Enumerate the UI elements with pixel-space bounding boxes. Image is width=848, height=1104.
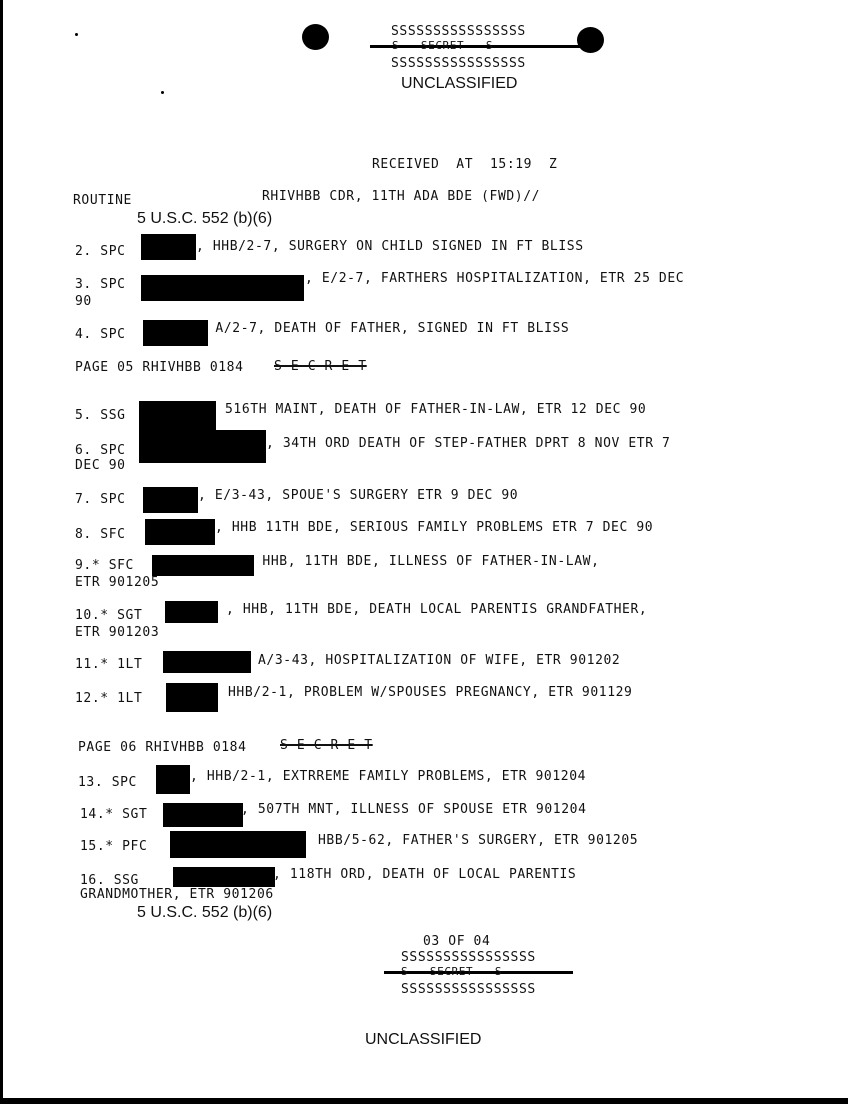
redaction-box [166, 683, 218, 712]
entry-text: , E/3-43, SPOUE'S SURGERY ETR 9 DEC 90 [198, 488, 519, 503]
entry-text: , HHB/2-1, EXTRREME FAMILY PROBLEMS, ETR 901204 [190, 769, 587, 784]
page-break-struck-classification: S E C R E T [280, 738, 373, 753]
entry-text: A/2-7, DEATH OF FATHER, SIGNED IN FT BLISS [207, 321, 570, 336]
footer-secret-line: S SECRET S [401, 966, 503, 975]
entry-continuation: ETR 901203 [75, 625, 160, 640]
header-secret-line: S SECRET S [392, 40, 494, 49]
redaction-box [141, 234, 196, 260]
redaction-box [156, 765, 190, 794]
page-break-label: PAGE 05 RHIVHBB 0184 [75, 360, 244, 375]
redaction-box [163, 651, 251, 673]
entry-number: 5. SSG [75, 408, 126, 423]
entry-number: 6. SPC [75, 443, 126, 458]
entry-number: 8. SFC [75, 527, 126, 542]
scan-speck [75, 33, 78, 36]
entry-number: 3. SPC [75, 277, 126, 292]
header-classification: UNCLASSIFIED [401, 75, 518, 92]
header-s-row-top: SSSSSSSSSSSSSSSS [391, 24, 526, 39]
entry-text: , E/2-7, FARTHERS HOSPITALIZATION, ETR 25 DEC [305, 271, 685, 286]
entry-text: , 118TH ORD, DEATH OF LOCAL PARENTIS [273, 867, 577, 882]
entry-text: , HHB/2-7, SURGERY ON CHILD SIGNED IN FT BLISS [196, 239, 584, 254]
entry-continuation: GRANDMOTHER, ETR 901206 [80, 887, 274, 902]
punch-hole-left [302, 24, 329, 50]
entry-continuation: ETR 901205 [75, 575, 160, 590]
entry-text: A/3-43, HOSPITALIZATION OF WIFE, ETR 901202 [258, 653, 621, 668]
received-time: RECEIVED AT 15:19 Z [372, 157, 558, 172]
entry-continuation: 90 [75, 294, 92, 309]
page-break-struck-classification: S E C R E T [274, 359, 367, 374]
entry-text: , 507TH MNT, ILLNESS OF SPOUSE ETR 901204 [241, 802, 587, 817]
entry-number: 2. SPC [75, 244, 126, 259]
header-s-row-bottom: SSSSSSSSSSSSSSSS [391, 56, 526, 71]
entry-text: 516TH MAINT, DEATH OF FATHER-IN-LAW, ETR 12 DEC 90 [225, 402, 647, 417]
page-break-label: PAGE 06 RHIVHBB 0184 [78, 740, 247, 755]
entry-text: HHB/2-1, PROBLEM W/SPOUSES PREGNANCY, ETR 901129 [228, 685, 633, 700]
footer-page-count: 03 OF 04 [423, 934, 491, 949]
redaction-box [145, 519, 215, 545]
redaction-box [170, 831, 306, 858]
entry-number: 10.* SGT [75, 608, 143, 623]
entry-number: 9.* SFC [75, 558, 134, 573]
entry-text: HBB/5-62, FATHER'S SURGERY, ETR 901205 [318, 833, 639, 848]
scan-edge-left [0, 0, 3, 1104]
punch-hole-right [577, 27, 604, 53]
entry-text: , 34TH ORD DEATH OF STEP-FATHER DPRT 8 NOV ETR 7 [266, 436, 671, 451]
entry-number: 15.* PFC [80, 839, 148, 854]
entry-number: 13. SPC [78, 775, 137, 790]
entry-text: , HHB 11TH BDE, SERIOUS FAMILY PROBLEMS ETR 7 DEC 90 [215, 520, 654, 535]
redaction-box [143, 487, 198, 513]
scan-edge-bottom [0, 1098, 848, 1104]
entry-number: 12.* 1LT [75, 691, 143, 706]
redaction-box [152, 555, 254, 576]
scan-speck [161, 91, 164, 94]
exemption-label-bottom: 5 U.S.C. 552 (b)(6) [137, 904, 273, 921]
footer-classification: UNCLASSIFIED [365, 1031, 482, 1048]
redaction-box [173, 867, 275, 887]
entry-text: , HHB, 11TH BDE, DEATH LOCAL PARENTIS GRANDFATHER, [226, 602, 648, 617]
redaction-box [163, 803, 243, 827]
entry-text: HHB, 11TH BDE, ILLNESS OF FATHER-IN-LAW, [254, 554, 600, 569]
entry-number: 11.* 1LT [75, 657, 143, 672]
redaction-box [139, 430, 266, 463]
entry-number: 4. SPC [75, 327, 126, 342]
redaction-box [139, 401, 216, 431]
footer-s-row-bottom: SSSSSSSSSSSSSSSS [401, 982, 536, 997]
entry-number: 16. SSG [80, 873, 139, 888]
exemption-label-top: 5 U.S.C. 552 (b)(6) [137, 210, 273, 227]
redaction-box [141, 275, 304, 301]
entry-number: 14.* SGT [80, 807, 148, 822]
entry-number: 7. SPC [75, 492, 126, 507]
entry-continuation: DEC 90 [75, 458, 126, 473]
footer-s-row-top: SSSSSSSSSSSSSSSS [401, 950, 536, 965]
routing-precedence: ROUTINE [73, 193, 132, 208]
redaction-box [165, 601, 218, 623]
redaction-box [143, 320, 208, 346]
routing-from: RHIVHBB CDR, 11TH ADA BDE (FWD)// [262, 189, 541, 204]
